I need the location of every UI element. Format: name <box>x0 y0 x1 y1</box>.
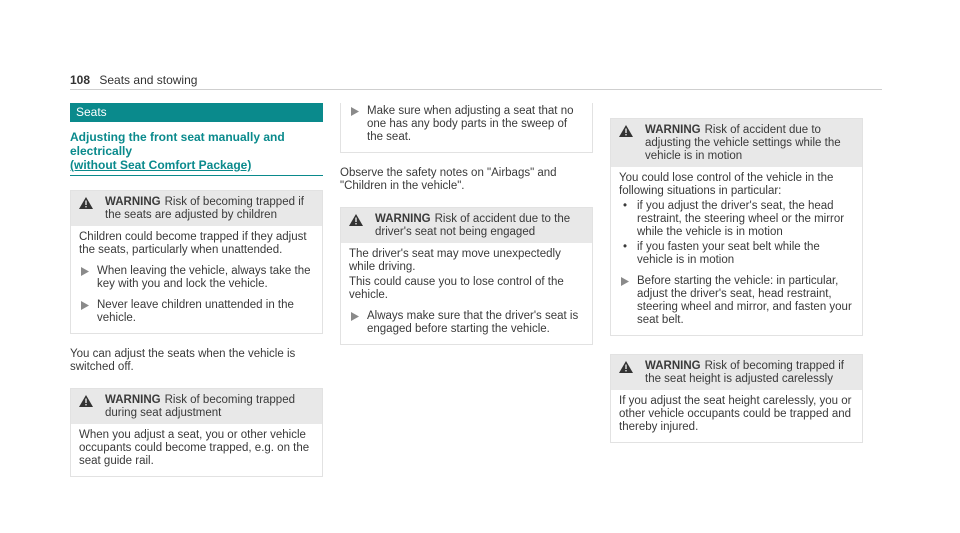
warning-triangle-icon <box>79 196 105 222</box>
step-item <box>79 299 314 325</box>
arrow-icon <box>349 310 367 336</box>
warning-heading: Risk of becoming trapped if the seats are adjusted by children <box>105 196 304 221</box>
warning-header <box>71 389 322 424</box>
step-item <box>349 105 584 144</box>
column-1 <box>70 103 323 477</box>
warning-box <box>70 388 323 477</box>
step-text: Make sure when adjusting a seat that no one has any body parts in the sweep of the seat. <box>367 105 574 143</box>
section-bar: Seats <box>70 103 323 122</box>
warning-header <box>611 119 862 167</box>
warning-keyword: WARNING <box>105 394 161 406</box>
warning-keyword: WARNING <box>645 124 701 136</box>
list-item-text: if you fasten your seat belt while the vehicle is in motion <box>637 241 820 266</box>
warning-keyword: WARNING <box>105 196 161 208</box>
warning-heading: Risk of accident due to the driver's seat not being engaged <box>375 213 571 238</box>
warning-box <box>610 118 863 336</box>
warning-text: This could cause you to lose control of the vehicle. <box>349 276 564 301</box>
warning-triangle-icon <box>619 124 645 163</box>
arrow-icon <box>79 299 97 325</box>
warning-triangle-icon <box>619 360 645 386</box>
section-title-line2: (without Seat Comfort Package) <box>70 158 252 172</box>
warning-box-continued <box>340 103 593 153</box>
step-text: Never leave children unattended in the vehicle. <box>97 299 294 324</box>
step-text: Always make sure that the driver's seat is engaged before starting the vehicle. <box>367 310 579 335</box>
warning-text: Children could become trapped if they adjust the seats, particularly when unattended. <box>79 231 307 256</box>
arrow-icon <box>79 265 97 291</box>
arrow-icon <box>619 275 637 327</box>
warning-triangle-icon <box>349 213 375 239</box>
warning-body <box>611 390 862 442</box>
warning-keyword: WARNING <box>375 213 431 225</box>
section-title <box>70 130 323 176</box>
step-item <box>79 265 314 291</box>
warning-header <box>71 191 322 226</box>
warning-box <box>70 190 323 334</box>
page-number: 108 <box>70 73 91 87</box>
step-item <box>349 310 584 336</box>
chapter-title: Seats and stowing <box>99 73 198 87</box>
header-divider <box>70 89 882 90</box>
warning-box <box>340 207 593 345</box>
bullet-list <box>619 200 854 267</box>
step-text: Before starting the vehicle: in particular, adjust the driver's seat, head restraint, steering wheel and mirror, and fasten your seat belt. <box>637 275 852 326</box>
bullet-icon: • <box>623 241 628 253</box>
column-2 <box>340 103 593 345</box>
list-item-text: if you adjust the driver's seat, the head restraint, the steering wheel or the mirror while the vehicle is in motion <box>637 200 845 238</box>
bullet-icon: • <box>623 200 628 212</box>
warning-keyword: WARNING <box>645 360 701 372</box>
warning-body <box>611 167 862 335</box>
warning-body <box>71 424 322 476</box>
column-3 <box>610 103 863 443</box>
page-header <box>70 73 197 87</box>
warning-box <box>610 354 863 443</box>
warning-heading: Risk of accident due to adjusting the vehicle settings while the vehicle is in motion <box>645 124 841 162</box>
warning-heading: Risk of becoming trapped if the seat height is adjusted carelessly <box>645 360 844 385</box>
warning-text: When you adjust a seat, you or other vehicle occupants could become trapped, e.g. on the seat guide rail. <box>79 429 310 467</box>
list-item <box>619 241 854 267</box>
warning-text: If you adjust the seat height carelessly, you or other vehicle occupants could be trapped and thereby injured. <box>619 395 852 433</box>
section-title-line1: Adjusting the front seat manually and electrically <box>70 130 285 158</box>
warning-text: You could lose control of the vehicle in the following situations in particular: <box>619 172 834 197</box>
warning-header <box>611 355 862 390</box>
warning-body <box>341 243 592 344</box>
warning-body <box>71 226 322 333</box>
body-paragraph: Observe the safety notes on "Airbags" and "Children in the vehicle". <box>340 167 557 192</box>
step-item <box>619 275 854 327</box>
list-item <box>619 200 854 239</box>
warning-text: The driver's seat may move unexpectedly while driving. <box>349 248 561 273</box>
warning-heading: Risk of becoming trapped during seat adjustment <box>105 394 295 419</box>
arrow-icon <box>349 105 367 144</box>
warning-body <box>341 103 592 152</box>
warning-triangle-icon <box>79 394 105 420</box>
step-text: When leaving the vehicle, always take the key with you and lock the vehicle. <box>97 265 311 290</box>
warning-header <box>341 208 592 243</box>
body-paragraph: You can adjust the seats when the vehicle is switched off. <box>70 348 296 373</box>
